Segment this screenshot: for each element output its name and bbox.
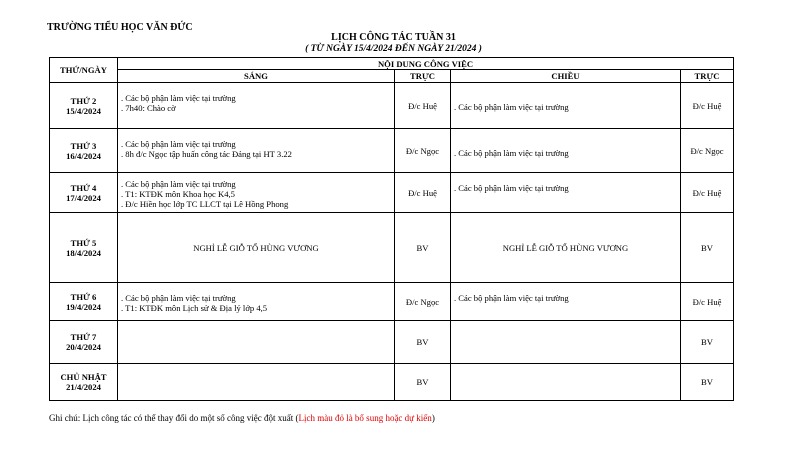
afternoon-cell bbox=[451, 129, 681, 173]
day-date: 17/4/2024 bbox=[66, 192, 101, 203]
header-duty-afternoon: TRỰC bbox=[681, 70, 734, 83]
afternoon-item: . Các bộ phận làm việc tại trường bbox=[454, 148, 569, 158]
table-row bbox=[50, 83, 734, 129]
afternoon-cell bbox=[451, 364, 681, 401]
header-afternoon: CHIỀU bbox=[451, 70, 681, 83]
duty-afternoon-cell: BV bbox=[681, 364, 734, 401]
table-row bbox=[50, 173, 734, 213]
header-content: NỘI DUNG CÔNG VIỆC bbox=[118, 58, 734, 70]
day-date: 15/4/2024 bbox=[66, 105, 101, 116]
day-cell bbox=[50, 283, 118, 321]
morning-cell bbox=[118, 173, 395, 213]
document-subtitle: ( TỪ NGÀY 15/4/2024 ĐẾN NGÀY 21/2024 ) bbox=[305, 44, 482, 54]
morning-item: . Các bộ phận làm việc tại trường bbox=[121, 293, 236, 303]
afternoon-cell bbox=[451, 173, 681, 213]
day-cell bbox=[50, 321, 118, 364]
day-date: 16/4/2024 bbox=[66, 150, 101, 161]
day-cell bbox=[50, 364, 118, 401]
duty-afternoon-cell: BV bbox=[681, 213, 734, 283]
duty-morning-cell: Đ/c Huệ bbox=[395, 83, 451, 129]
morning-cell bbox=[118, 213, 395, 283]
duty-morning-cell: BV bbox=[395, 321, 451, 364]
header-morning: SÁNG bbox=[118, 70, 395, 83]
morning-cell bbox=[118, 83, 395, 129]
duty-morning-cell: Đ/c Ngọc bbox=[395, 283, 451, 321]
day-label: THỨ 7 bbox=[70, 332, 97, 342]
duty-afternoon-cell: Đ/c Huệ bbox=[681, 173, 734, 213]
day-label: THỨ 6 bbox=[70, 291, 97, 302]
afternoon-item: . Các bộ phận làm việc tại trường bbox=[454, 183, 569, 193]
table-row bbox=[50, 364, 734, 401]
morning-cell bbox=[118, 129, 395, 173]
duty-morning-cell: Đ/c Ngọc bbox=[395, 129, 451, 173]
duty-afternoon-cell: Đ/c Huệ bbox=[681, 83, 734, 129]
header-duty-morning: TRỰC bbox=[395, 70, 451, 83]
day-label: THỨ 4 bbox=[70, 182, 97, 193]
morning-cell bbox=[118, 321, 395, 364]
header-day: THỨ/NGÀY bbox=[50, 58, 118, 83]
afternoon-cell bbox=[451, 321, 681, 364]
morning-item: . Các bộ phận làm việc tại trường bbox=[121, 139, 236, 149]
day-date: 18/4/2024 bbox=[66, 247, 101, 258]
duty-afternoon-cell: Đ/c Huệ bbox=[681, 283, 734, 321]
afternoon-cell bbox=[451, 213, 681, 283]
footnote-text: Ghi chú: Lịch công tác có thể thay đổi do một số công việc đột xuất ( bbox=[49, 413, 299, 423]
afternoon-cell bbox=[451, 283, 681, 321]
morning-item: . Các bộ phận làm việc tại trường bbox=[121, 179, 236, 189]
afternoon-item: . Các bộ phận làm việc tại trường bbox=[454, 102, 569, 112]
afternoon-cell bbox=[451, 83, 681, 129]
duty-afternoon-cell: BV bbox=[681, 321, 734, 364]
day-cell bbox=[50, 83, 118, 129]
day-label: CHỦ NHẬT bbox=[60, 372, 107, 382]
day-label: THỨ 2 bbox=[70, 95, 97, 106]
day-cell bbox=[50, 213, 118, 283]
day-date: 20/4/2024 bbox=[66, 342, 101, 352]
morning-item: . Các bộ phận làm việc tại trường bbox=[121, 93, 236, 103]
day-date: 19/4/2024 bbox=[66, 301, 101, 312]
table-row bbox=[50, 213, 734, 283]
table-row bbox=[50, 129, 734, 173]
duty-morning-cell: BV bbox=[395, 213, 451, 283]
morning-item: . T1: KTĐK môn Lịch sử & Địa lý lớp 4,5 bbox=[121, 303, 268, 313]
day-cell bbox=[50, 173, 118, 213]
duty-morning-cell: BV bbox=[395, 364, 451, 401]
morning-cell bbox=[118, 364, 395, 401]
afternoon-item: NGHỈ LỄ GIỖ TỔ HÙNG VƯƠNG bbox=[502, 242, 629, 253]
morning-item: . Đ/c Hiền học lớp TC LLCT tại Lê Hồng Phong bbox=[121, 199, 289, 209]
morning-item: . 8h đ/c Ngọc tập huấn công tác Đảng tại HT 3.22 bbox=[121, 149, 292, 159]
afternoon-item: . Các bộ phận làm việc tại trường bbox=[454, 293, 569, 303]
duty-morning-cell: Đ/c Huệ bbox=[395, 173, 451, 213]
day-date: 21/4/2024 bbox=[66, 382, 101, 392]
footnote bbox=[49, 413, 435, 423]
morning-item: NGHỈ LỄ GIỖ TỔ HÙNG VƯƠNG bbox=[193, 242, 319, 253]
day-label: THỨ 3 bbox=[70, 140, 97, 151]
morning-item: . 7h40: Chào cờ bbox=[121, 103, 176, 113]
footnote-highlight: Lịch màu đỏ là bổ sung hoặc dự kiến bbox=[298, 413, 432, 423]
school-name: TRƯỜNG TIỂU HỌC VĂN ĐỨC bbox=[47, 22, 193, 33]
table-row bbox=[50, 321, 734, 364]
day-label: THỨ 5 bbox=[70, 237, 97, 248]
morning-item: . T1: KTĐK môn Khoa học K4,5 bbox=[121, 189, 235, 199]
document-title: LỊCH CÔNG TÁC TUẦN 31 bbox=[331, 32, 456, 43]
duty-afternoon-cell: Đ/c Ngọc bbox=[681, 129, 734, 173]
morning-cell bbox=[118, 283, 395, 321]
footnote-close: ) bbox=[431, 413, 435, 423]
schedule-table bbox=[49, 57, 734, 401]
day-cell bbox=[50, 129, 118, 173]
table-row bbox=[50, 283, 734, 321]
